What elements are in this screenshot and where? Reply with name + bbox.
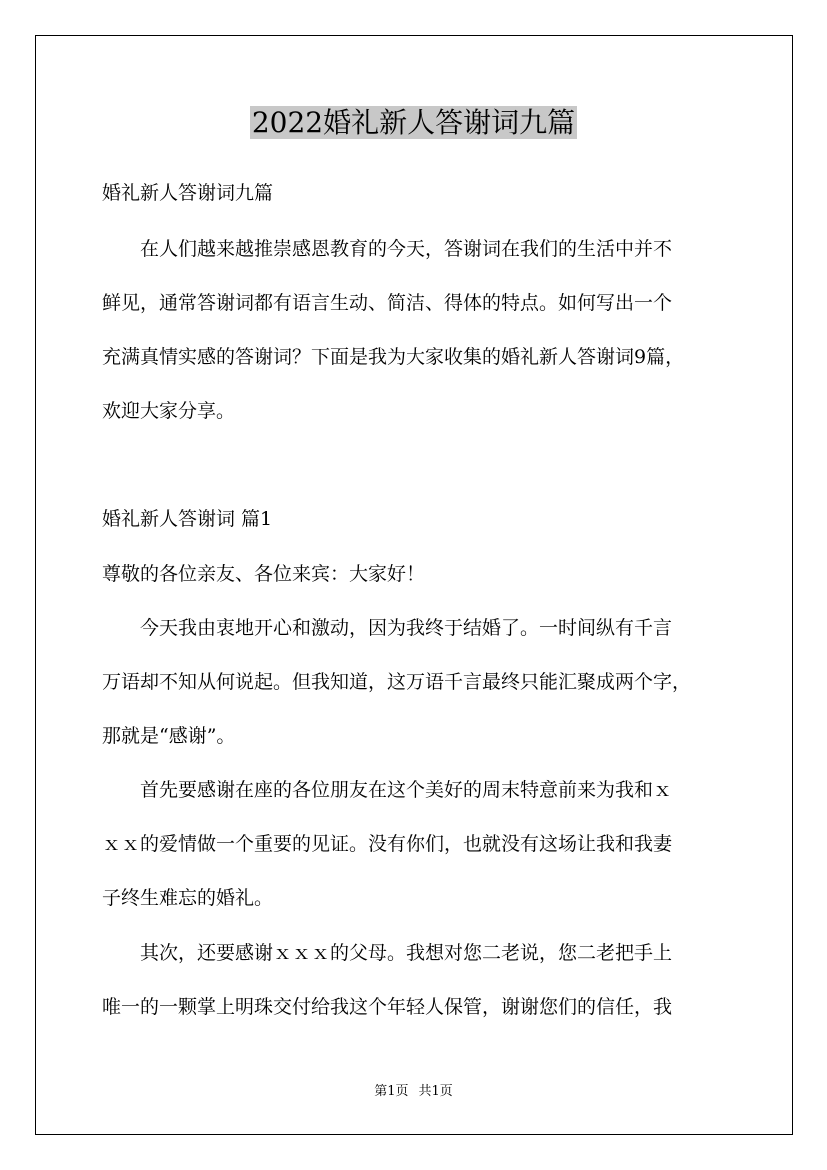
body-line: 今天我由衷地开心和激动，因为我终于结婚了。一时间纵有千言 [102, 617, 673, 639]
body-line: 子终生难忘的婚礼。 [102, 887, 274, 909]
document-title-text: 2022婚礼新人答谢词九篇 [251, 106, 576, 139]
body-line: 充满真情实感的答谢词？下面是我为大家收集的婚礼新人答谢词9篇， [102, 346, 685, 368]
body-line: 鲜见，通常答谢词都有语言生动、简洁、得体的特点。如何写出一个 [102, 292, 673, 314]
section-heading: 婚礼新人答谢词 篇1 [102, 508, 273, 530]
page-footer [0, 1082, 827, 1102]
body-line: 那就是“感谢”。 [102, 725, 236, 747]
page-total: 共1页 [418, 1084, 453, 1099]
body-line: ｘｘ的爱情做一个重要的见证。没有你们，也就没有这场让我和我妻 [102, 833, 673, 855]
subtitle-line: 婚礼新人答谢词九篇 [102, 182, 274, 204]
document-title [0, 101, 827, 145]
body-line: 万语却不知从何说起。但我知道，这万语千言最终只能汇聚成两个字， [102, 671, 692, 693]
body-line: 欢迎大家分享。 [102, 400, 236, 422]
body-line: 其次，还要感谢ｘｘｘ的父母。我想对您二老说，您二老把手上 [102, 942, 673, 964]
body-line: 首先要感谢在座的各位朋友在这个美好的周末特意前来为我和ｘ [102, 779, 673, 801]
salutation-line: 尊敬的各位亲友、各位来宾：大家好！ [102, 563, 426, 585]
body-line: 唯一的一颗掌上明珠交付给我这个年轻人保管，谢谢您们的信任，我 [102, 996, 673, 1018]
page-number: 第1页 [374, 1084, 409, 1099]
body-line: 在人们越来越推崇感恩教育的今天，答谢词在我们的生活中并不 [102, 238, 673, 260]
